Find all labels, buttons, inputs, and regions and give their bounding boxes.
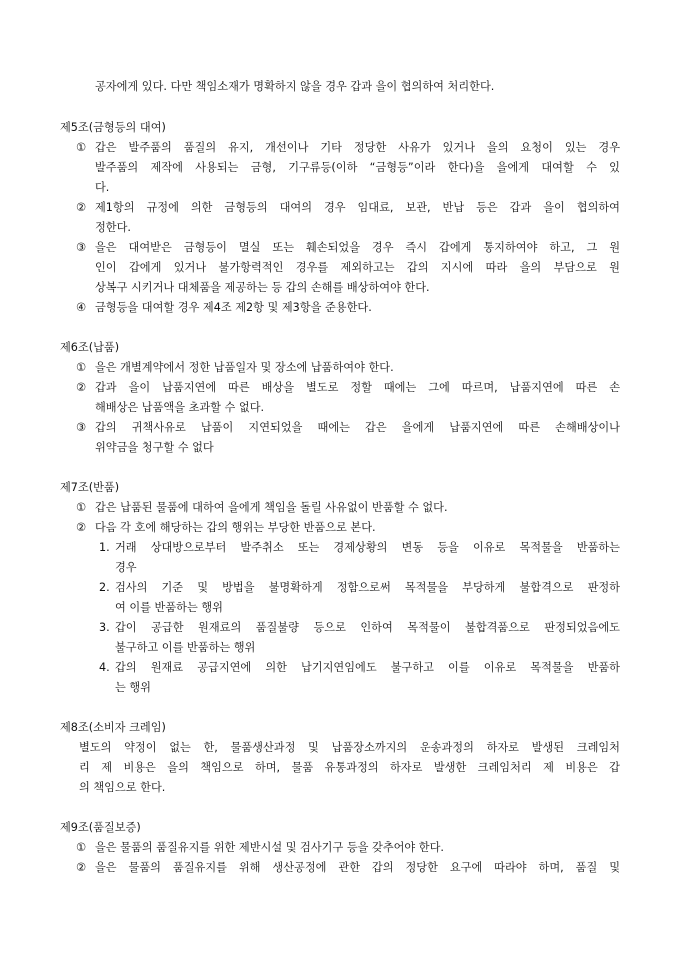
item-text: 갑의 귀책사유로 납품이 지연되었을 때에는 갑은 을에게 납품지연에 따른 손해배상이나 <box>95 421 620 434</box>
article-5-title: 제5조(금형등의 대여) <box>60 121 166 134</box>
article-7-subitem-3 <box>99 621 620 635</box>
article-7-title: 제7조(반품) <box>60 481 120 494</box>
intro-line: 공자에게 있다. 다만 책임소재가 명확하지 않을 경우 갑과 을이 협의하여 처리한다. <box>95 80 495 93</box>
item-number: ② <box>76 521 87 534</box>
subitem-text: 갑의 원재료 공급지연에 의한 납기지연임에도 불구하고 이를 이유로 목적물을 반품하 <box>115 661 620 674</box>
article-7-subitem-2-cont: 여 이를 반품하는 행위 <box>115 601 223 614</box>
article-6-item-3 <box>76 421 620 435</box>
article-5-item-1-cont: 다. <box>95 181 110 194</box>
item-number: ④ <box>76 301 87 314</box>
article-9-title: 제9조(품질보증) <box>60 821 141 834</box>
subitem-number: 2. <box>99 581 110 594</box>
article-5-item-4 <box>76 301 372 315</box>
item-number: ② <box>76 381 87 394</box>
article-6-item-2 <box>76 381 620 395</box>
item-number: ① <box>76 841 87 854</box>
item-text: 갑과 을이 납품지연에 따른 배상을 별도로 정할 때에는 그에 따르며, 납품지연에 따른 손 <box>95 381 620 394</box>
article-7-subitem-1-cont: 경우 <box>115 561 137 574</box>
item-text: 제1항의 규정에 의한 금형등의 대여의 경우 임대료, 보관, 반납 등은 갑과 을이 협의하여 <box>95 201 620 214</box>
article-8-body-line: 의 책임으로 한다. <box>79 781 166 794</box>
article-5-item-2 <box>76 201 620 215</box>
article-9-item-1 <box>76 841 444 855</box>
article-7-item-1 <box>76 501 448 515</box>
article-8-title: 제8조(소비자 크레임) <box>60 721 166 734</box>
article-5-item-3-cont: 상복구 시키거나 대체품을 제공하는 등 갑의 손해를 배상하여야 한다. <box>95 281 430 294</box>
article-8-body-line: 별도의 약정이 없는 한, 물품생산과정 및 납품장소까지의 운송과정의 하자로 발생된 크레임처 <box>79 741 620 754</box>
item-text: 다음 각 호에 해당하는 갑의 행위는 부당한 반품으로 본다. <box>95 521 376 534</box>
subitem-text: 거래 상대방으로부터 발주취소 또는 경제상황의 변동 등을 이유로 목적물을 반품하는 <box>115 541 620 554</box>
article-8-body-line: 리 제 비용은 을의 책임으로 하며, 물품 유통과정의 하자로 발생한 크레임처리 제 비용은 갑 <box>79 761 620 774</box>
article-5-item-2-cont: 정한다. <box>95 221 131 234</box>
subitem-number: 3. <box>99 621 110 634</box>
article-7-subitem-4 <box>99 661 620 675</box>
item-number: ③ <box>76 241 87 254</box>
article-5-item-1-cont: 발주품의 제작에 사용되는 금형, 기구류등(이하 “금형등”이라 한다)을 을에게 대여할 수 있 <box>95 161 620 174</box>
article-6-item-3-cont: 위약금을 청구할 수 없다 <box>95 441 214 454</box>
article-5-item-3-cont: 인이 갑에게 있거나 불가항력적인 경우를 제외하고는 갑의 지시에 따라 을의 부담으로 원 <box>95 261 620 274</box>
article-7-subitem-3-cont: 불구하고 이를 반품하는 행위 <box>115 641 256 654</box>
article-7-subitem-1 <box>99 541 620 555</box>
item-text: 갑은 납품된 물품에 대하여 을에게 책임을 돌릴 사유없이 반품할 수 없다. <box>95 501 448 514</box>
item-number: ① <box>76 501 87 514</box>
item-number: ① <box>76 141 87 154</box>
item-text: 금형등을 대여할 경우 제4조 제2항 및 제3항을 준용한다. <box>95 301 372 314</box>
subitem-text: 검사의 기준 및 방법을 불명확하게 정함으로써 목적물을 부당하게 불합격으로 판정하 <box>115 581 620 594</box>
subitem-number: 1. <box>99 541 110 554</box>
article-9-item-2 <box>76 861 620 875</box>
item-number: ③ <box>76 421 87 434</box>
item-text: 을은 개별계약에서 정한 납품일자 및 장소에 납품하여야 한다. <box>95 361 394 374</box>
article-7-subitem-4-cont: 는 행위 <box>115 681 151 694</box>
article-6-title: 제6조(납품) <box>60 341 120 354</box>
item-text: 을은 물품의 품질유지를 위해 생산공정에 관한 갑의 정당한 요구에 따라야 하며, 품질 및 <box>95 861 620 874</box>
article-5-item-1 <box>76 141 620 155</box>
item-text: 을은 물품의 품질유지를 위한 제반시설 및 검사기구 등을 갖추어야 한다. <box>95 841 444 854</box>
item-number: ① <box>76 361 87 374</box>
article-6-item-2-cont: 해배상은 납품액을 초과할 수 없다. <box>95 401 265 414</box>
article-6-item-1 <box>76 361 394 375</box>
item-number: ② <box>76 861 87 874</box>
article-7-subitem-2 <box>99 581 620 595</box>
item-number: ② <box>76 201 87 214</box>
article-5-item-3 <box>76 241 620 255</box>
item-text: 갑은 발주품의 품질의 유지, 개선이나 기타 정당한 사유가 있거나 을의 요청이 있는 경우 <box>95 141 620 154</box>
article-7-item-2 <box>76 521 376 535</box>
subitem-text: 갑이 공급한 원재료의 품질불량 등으로 인하여 목적물이 불합격품으로 판정되었음에도 <box>115 621 620 634</box>
item-text: 을은 대여받은 금형등이 멸실 또는 훼손되었을 경우 즉시 갑에게 통지하여야 하고, 그 원 <box>95 241 620 254</box>
subitem-number: 4. <box>99 661 110 674</box>
